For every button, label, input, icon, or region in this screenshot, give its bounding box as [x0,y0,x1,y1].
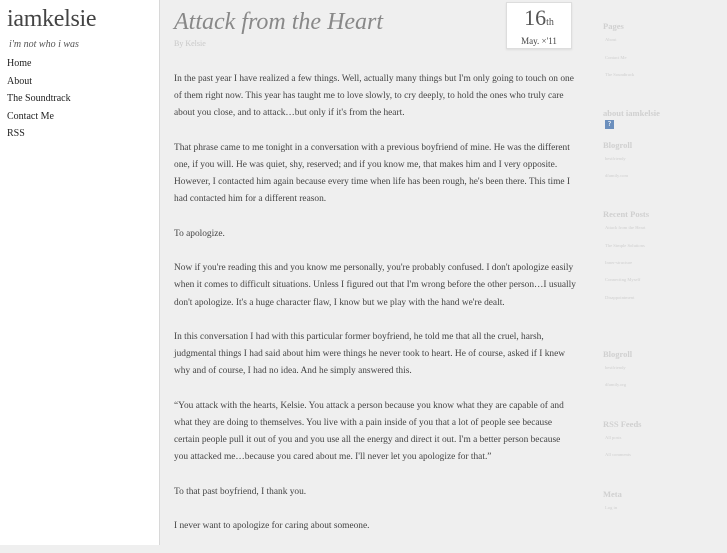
meta-link-login[interactable]: Log in [605,505,618,510]
post-paragraph: Now if you're reading this and you know me personally, you're probably confused. I don't apologize easily when it comes to difficult situations. Unless I figured out that I'm wrong before the other person…I usually don't apologize. It's a huge character flaw, I know but we play with the hand we're dealt. [174,263,576,308]
left-sidebar [0,0,160,545]
post-paragraph: In this conversation I had with this particular former boyfriend, he told me that all the cruel, harsh, judgmental things I had said about him were things he never took to heart. He of course, asked if I knew why and of course, I had no idea. And he simply answered this. [174,331,566,377]
blogroll-link[interactable]: dfamily.com [605,173,629,178]
pages-link-about[interactable]: About [605,37,617,42]
nav-link-about[interactable]: About [7,75,32,87]
date-day [507,7,571,34]
nav-link-soundtrack[interactable]: The Soundtrack [7,93,71,104]
rss-link-posts[interactable]: All posts [605,435,622,440]
post-paragraph: I never want to apologize for caring about someone. [174,521,370,532]
recent-post-link[interactable]: Connecting Myself [605,277,641,282]
date-day-suffix: th [546,17,554,28]
nav-link-rss[interactable]: RSS [7,128,25,139]
nav-item-soundtrack[interactable] [7,90,71,108]
recent-posts-heading: Recent Posts [603,209,650,219]
site-tagline: i'm not who i was [9,39,79,50]
nav-item-home[interactable] [7,55,71,73]
meta-heading: Meta [603,489,622,499]
nav-item-rss[interactable] [7,125,71,143]
main-nav [7,55,71,143]
recent-post-link[interactable]: Attack from the Heart [605,225,646,230]
about-image-icon[interactable]: ? [605,120,614,129]
rss-link-comments[interactable]: All comments [605,452,631,457]
blogroll-link[interactable]: dfamily.org [605,382,627,387]
recent-post-link[interactable]: The Simple Solutions [605,243,645,248]
post-body [174,71,576,553]
post-title[interactable]: Attack from the Heart [174,9,384,35]
blogroll-heading-2: Blogroll [603,349,633,359]
date-badge [506,2,572,49]
pages-heading: Pages [603,21,624,31]
pages-link-contact[interactable]: Contact Me [605,55,627,60]
nav-link-contact[interactable]: Contact Me [7,110,54,122]
recent-post-link[interactable]: Inner-structure [605,260,633,265]
recent-post-link[interactable]: Disappointment [605,295,635,300]
blogroll-heading: Blogroll [603,140,633,150]
nav-item-contact[interactable] [7,108,71,126]
nav-link-home[interactable]: Home [7,58,32,69]
post-paragraph: That phrase came to me tonight in a conversation with a previous boyfriend of mine. He was the different one, if you will. He was quiet, shy, reserved; and if you know me, that makes him and I very opposite. However, I contacted him again because every time when life has been rough, he's been there. This time I had contacted him for a different reason. [174,142,571,205]
post-paragraph: To that past boyfriend, I thank you. [174,486,307,497]
post-paragraph: In the past year I have realized a few things. Well, actually many things but I'm only going to touch on one of them right now. This year has taught me to love slowly, to cry deeply, to hold the ones who truly care about you close, and to attack…but only if it's from the heart. [174,74,574,119]
pages-link-soundtrack[interactable]: The Soundtrack [605,72,635,77]
post-paragraph: “You attack with the hearts, Kelsie. You attack a person because you know what they are capable of and what they are doing to themselves. You live with a pain inside of you that a lot of people see because certain people pull it out of you and you use all the energy and direct it out. I'm a better person because you attacked me…because you cared about me. I'll never let you apologize for that.” [174,400,564,463]
post-paragraph: To apologize. [174,228,225,239]
rss-feeds-heading: RSS Feeds [603,419,642,429]
blogroll-link[interactable]: bestfriendy [605,365,626,370]
date-day-number: 16 [524,5,547,30]
post-byline: By Kelsie [174,39,206,48]
site-title[interactable]: iamkelsie [7,6,97,32]
date-month: May. ×'11 [521,36,557,46]
nav-item-about[interactable] [7,73,71,91]
about-heading: about iamkelsie [603,108,660,118]
blogroll-link[interactable]: bestfriendy [605,156,626,161]
